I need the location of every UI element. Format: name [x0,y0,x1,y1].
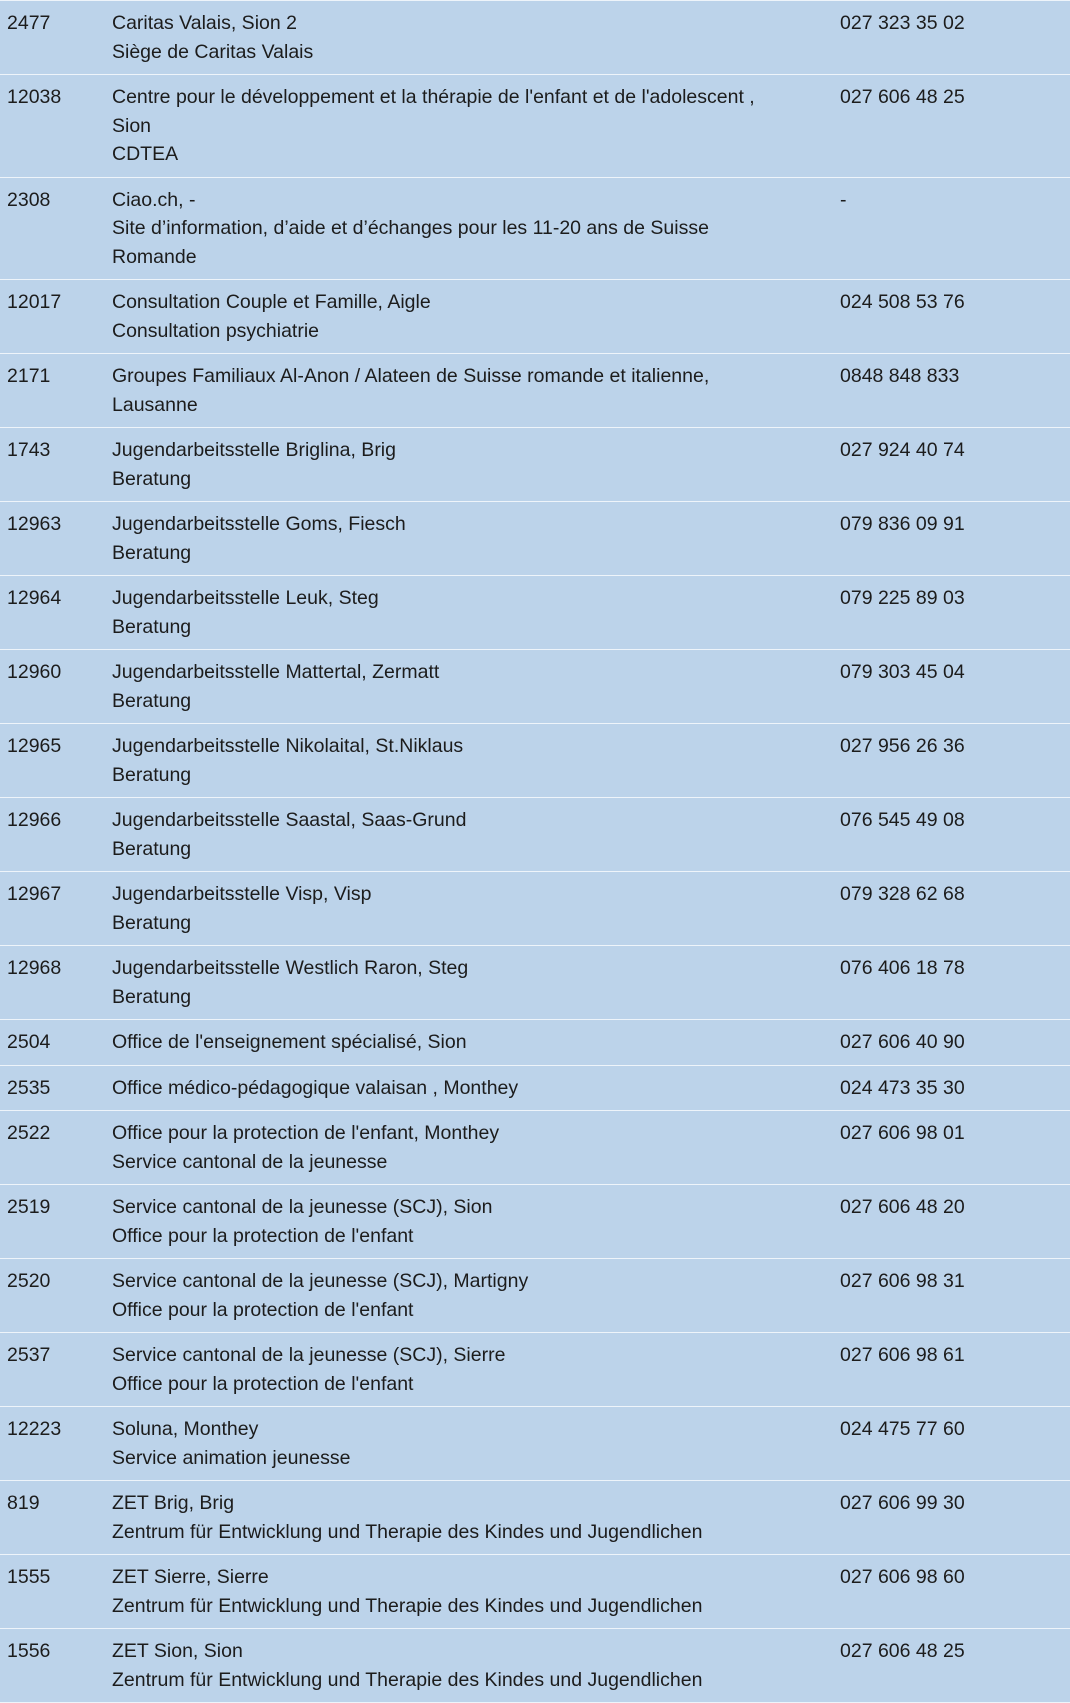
table-row [0,872,1070,946]
row-id: 12038 [7,86,62,108]
organization-name: Caritas Valais, Sion 2 [112,12,297,34]
row-organization [112,1193,840,1250]
organization-detail: Service cantonal de la jeunesse [112,1150,388,1173]
row-id: 2520 [7,1270,51,1292]
row-phone: 027 956 26 36 [840,735,965,757]
row-phone: 079 836 09 91 [840,513,965,535]
organization-name: Jugendarbeitsstelle Nikolaital, St.Niklaus [112,735,464,757]
table-row [0,428,1070,502]
row-id: 2477 [7,12,51,34]
organization-name: Consultation Couple et Famille, Aigle [112,291,431,313]
table-row [0,178,1070,281]
row-id: 12966 [7,809,62,831]
row-phone: 027 606 98 31 [840,1270,965,1292]
row-id: 12223 [7,1418,62,1440]
organization-detail: Zentrum für Entwicklung und Therapie des Kindes und Jugendlichen [112,1520,703,1543]
row-phone: 079 328 62 68 [840,883,965,905]
row-phone: 027 924 40 74 [840,439,965,461]
row-phone: 027 606 99 30 [840,1492,965,1514]
organization-name: Service cantonal de la jeunesse (SCJ), Sierre [112,1344,506,1366]
row-id: 2522 [7,1122,51,1144]
row-organization [112,954,840,1011]
row-organization [112,1074,840,1103]
organization-detail: Beratung [112,689,192,712]
row-phone: 027 606 48 20 [840,1196,965,1218]
organization-name: ZET Sion, Sion [112,1640,243,1662]
organization-name: Soluna, Monthey [112,1418,259,1440]
organization-detail: Beratung [112,911,192,934]
row-id: 12965 [7,735,62,757]
row-organization [112,510,840,567]
row-id: 12964 [7,587,62,609]
row-id: 819 [7,1492,40,1514]
table-row [0,946,1070,1020]
table-row [0,75,1070,178]
table-row [0,1259,1070,1333]
row-phone: 027 606 48 25 [840,1640,965,1662]
table-row [0,798,1070,872]
table-row [0,650,1070,724]
organization-detail: Beratung [112,541,192,564]
organization-name: Groupes Familiaux Al-Anon / Alateen de Suisse romande et italienne, [112,365,710,387]
row-phone: 027 606 98 01 [840,1122,965,1144]
organization-detail: Service animation jeunesse [112,1446,351,1469]
row-id: 1743 [7,439,51,461]
organization-name: Jugendarbeitsstelle Saastal, Saas-Grund [112,809,467,831]
row-organization [112,1119,840,1176]
row-id: 2504 [7,1031,51,1053]
row-phone: 076 406 18 78 [840,957,965,979]
row-organization [112,1267,840,1324]
organization-name: Jugendarbeitsstelle Leuk, Steg [112,587,379,609]
table-row [0,1629,1070,1703]
row-organization [112,436,840,493]
table-row [0,354,1070,428]
organization-name: Ciao.ch, - [112,188,196,211]
organization-detail: Lausanne [112,393,198,416]
organization-detail: Office pour la protection de l'enfant [112,1372,414,1395]
organization-detail: Office pour la protection de l'enfant [112,1298,414,1321]
row-id: 1556 [7,1640,51,1662]
row-organization [112,362,840,419]
row-id: 2519 [7,1196,51,1218]
organization-name: Office pour la protection de l'enfant, Monthey [112,1122,500,1144]
row-organization [112,1028,840,1057]
row-organization [112,584,840,641]
row-organization [112,1489,840,1546]
organization-detail: Beratung [112,467,192,490]
table-row [0,1,1070,75]
row-organization [112,1563,840,1620]
row-phone: 0848 848 833 [840,365,960,387]
organization-detail: Beratung [112,763,192,786]
organization-detail: Sion [112,114,152,137]
row-phone: 076 545 49 08 [840,809,965,831]
row-phone: 079 303 45 04 [840,661,965,683]
organization-name: ZET Brig, Brig [112,1492,235,1514]
organization-name: Jugendarbeitsstelle Westlich Raron, Steg [112,957,469,979]
organization-detail: Romande [112,245,197,268]
row-phone: 024 475 77 60 [840,1418,965,1440]
row-id: 2537 [7,1344,51,1366]
table-row [0,1333,1070,1407]
organization-name: Jugendarbeitsstelle Mattertal, Zermatt [112,661,440,683]
row-organization [112,732,840,789]
organization-name: Jugendarbeitsstelle Goms, Fiesch [112,513,406,535]
table-row [0,502,1070,576]
row-phone: 027 606 98 60 [840,1566,965,1588]
row-organization [112,658,840,715]
row-id: 2308 [7,188,51,211]
table-row [0,576,1070,650]
organization-name: ZET Sierre, Sierre [112,1566,269,1588]
row-phone: 027 606 98 61 [840,1344,965,1366]
row-organization [112,9,840,66]
row-id: 2171 [7,365,51,387]
organization-name: Centre pour le développement et la thérapie de l'enfant et de l'adolescent , [112,86,755,108]
row-phone: 024 508 53 76 [840,291,965,313]
table-row [0,1066,1070,1112]
organization-name: Service cantonal de la jeunesse (SCJ), Sion [112,1196,493,1218]
organization-detail: Zentrum für Entwicklung und Therapie des Kindes und Jugendlichen [112,1594,703,1617]
row-organization [112,806,840,863]
table-row [0,1185,1070,1259]
row-id: 12960 [7,661,62,683]
row-id: 12967 [7,883,62,905]
row-organization [112,1341,840,1398]
row-phone: 027 323 35 02 [840,12,965,34]
table-row [0,1407,1070,1481]
organization-name: Office de l'enseignement spécialisé, Sion [112,1031,467,1053]
table-row [0,1555,1070,1629]
row-phone: 079 225 89 03 [840,587,965,609]
organization-detail: Beratung [112,985,192,1008]
organization-detail: Consultation psychiatrie [112,319,320,342]
row-id: 12017 [7,291,62,313]
table-row [0,724,1070,798]
organization-detail: CDTEA [112,143,179,165]
row-phone: 027 606 40 90 [840,1031,965,1053]
row-organization [112,1415,840,1472]
row-organization [112,288,840,345]
row-phone: 024 473 35 30 [840,1076,965,1099]
organization-name: Jugendarbeitsstelle Briglina, Brig [112,439,396,461]
table-row [0,280,1070,354]
row-organization [112,1637,840,1694]
organization-name: Service cantonal de la jeunesse (SCJ), Martigny [112,1270,529,1292]
row-organization [112,83,840,169]
organization-name: Jugendarbeitsstelle Visp, Visp [112,883,372,905]
row-organization [112,186,840,272]
organization-detail: Beratung [112,837,192,860]
row-phone: - [840,188,847,211]
organization-detail: Beratung [112,615,192,638]
organization-detail: Siège de Caritas Valais [112,40,314,63]
organization-name: Office médico-pédagogique valaisan , Monthey [112,1076,519,1099]
row-organization [112,880,840,937]
row-id: 2535 [7,1076,51,1099]
row-id: 12968 [7,957,62,979]
table-row [0,1111,1070,1185]
organization-detail: Zentrum für Entwicklung und Therapie des Kindes und Jugendlichen [112,1668,703,1691]
table-row [0,1020,1070,1066]
organization-detail: Office pour la protection de l'enfant [112,1224,414,1247]
row-phone: 027 606 48 25 [840,86,965,108]
row-id: 12963 [7,513,62,535]
table-row [0,1481,1070,1555]
organization-detail: Site d’information, d’aide et d’échanges pour les 11-20 ans de Suisse [112,217,709,239]
row-id: 1555 [7,1566,51,1588]
